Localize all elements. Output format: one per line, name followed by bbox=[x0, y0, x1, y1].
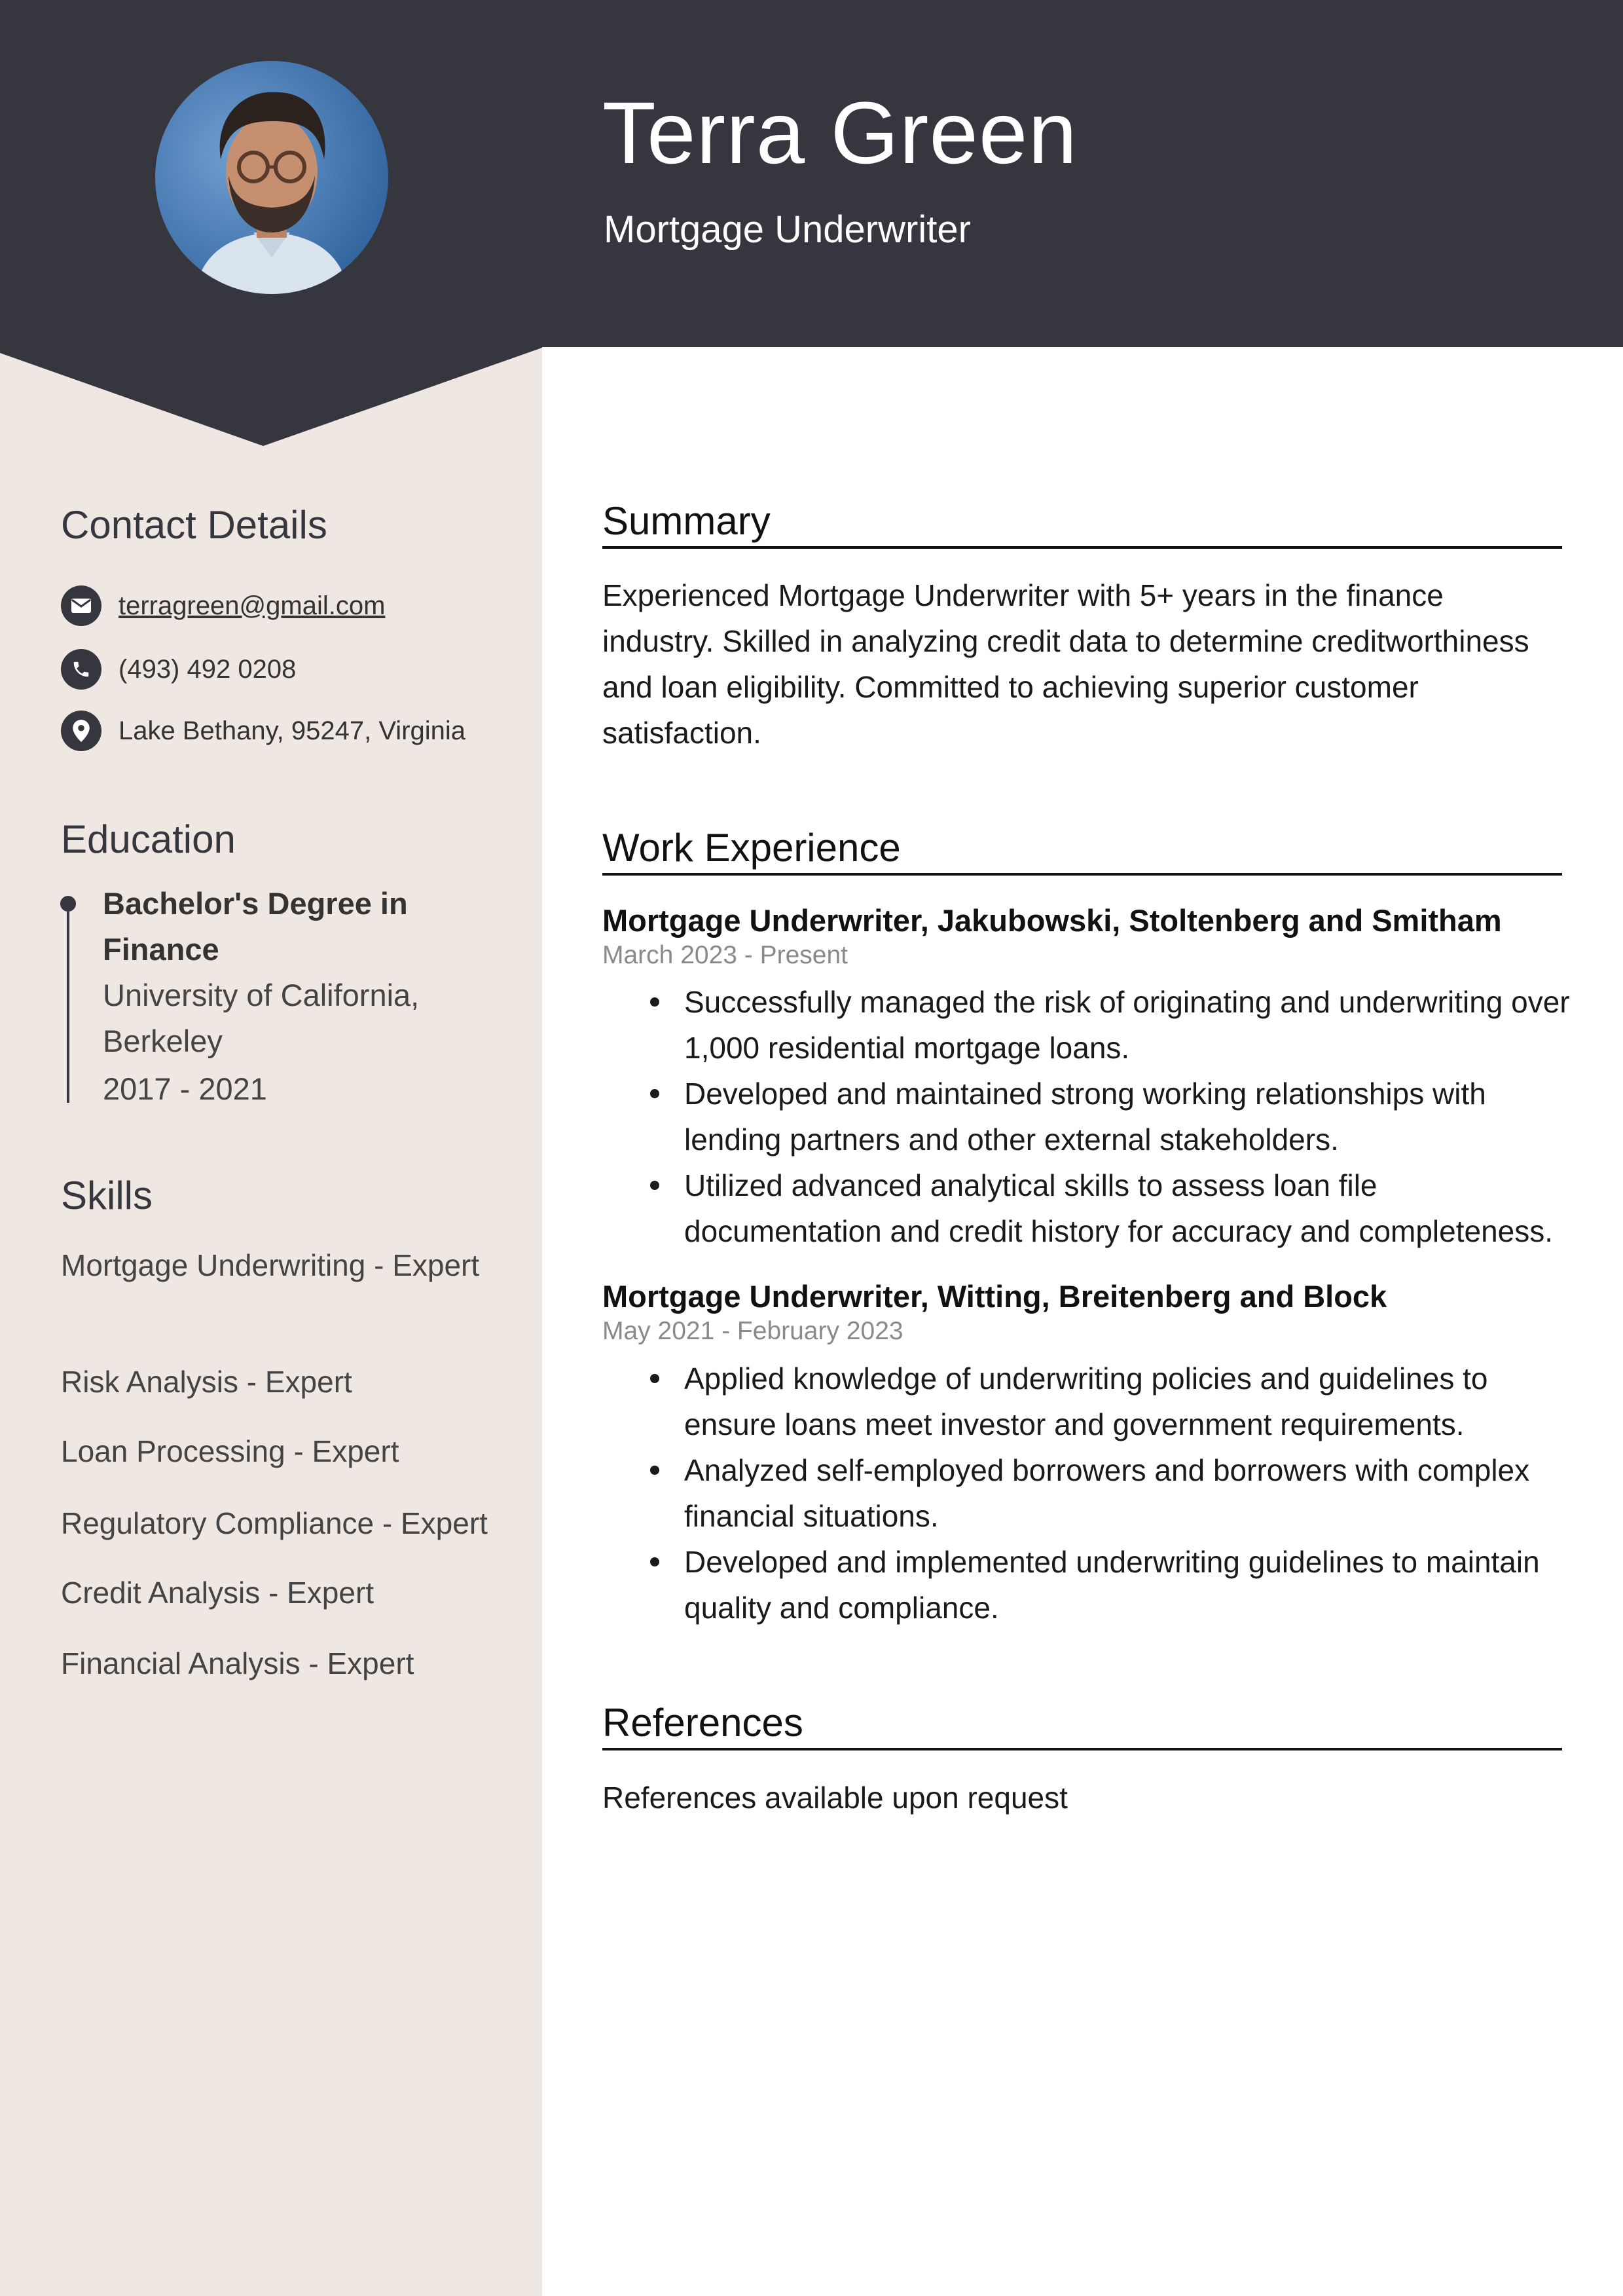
address: Lake Bethany, 95247, Virginia bbox=[119, 716, 466, 745]
skill-item: Regulatory Compliance - Expert bbox=[61, 1506, 488, 1540]
education-degree: Bachelor's Degree in Finance bbox=[103, 886, 408, 967]
location-pin-icon bbox=[61, 711, 101, 751]
contact-email-row bbox=[61, 585, 385, 626]
phone-icon bbox=[61, 649, 101, 690]
summary-heading: Summary bbox=[602, 498, 1562, 549]
candidate-name: Terra Green bbox=[602, 84, 1078, 182]
bullet-item: Analyzed self-employed borrowers and borrowers with complex financial situations. bbox=[684, 1447, 1571, 1539]
job-dates: May 2021 - February 2023 bbox=[602, 1317, 903, 1345]
envelope-icon bbox=[61, 585, 101, 626]
bullet-item: Successfully managed the risk of originating and underwriting over 1,000 residential mortgage loans. bbox=[684, 979, 1571, 1071]
sidebar-panel bbox=[0, 347, 542, 2296]
job-bullets bbox=[684, 1356, 1571, 1631]
education-heading: Education bbox=[61, 817, 236, 861]
timeline-line bbox=[67, 912, 69, 1103]
phone-number: (493) 492 0208 bbox=[119, 654, 297, 684]
job-title: Mortgage Underwriter, Jakubowski, Stoltenberg and Smitham bbox=[602, 903, 1502, 938]
timeline-dot bbox=[60, 896, 76, 912]
bullet-item: Utilized advanced analytical skills to assess loan file documentation and credit history for accuracy and completeness. bbox=[684, 1162, 1571, 1254]
skill-item: Credit Analysis - Expert bbox=[61, 1576, 374, 1610]
contact-heading: Contact Details bbox=[61, 503, 327, 547]
contact-phone-row bbox=[61, 649, 296, 690]
email-link[interactable]: terragreen@gmail.com bbox=[119, 591, 386, 620]
experience-heading: Work Experience bbox=[602, 824, 1562, 876]
skill-item: Loan Processing - Expert bbox=[61, 1434, 399, 1468]
skill-item: Mortgage Underwriting - Expert bbox=[61, 1248, 480, 1282]
job-dates: March 2023 - Present bbox=[602, 941, 848, 969]
skill-item: Financial Analysis - Expert bbox=[61, 1646, 414, 1680]
candidate-title: Mortgage Underwriter bbox=[604, 208, 971, 251]
job-bullets bbox=[684, 979, 1571, 1254]
references-heading: References bbox=[602, 1699, 1562, 1750]
references-text: References available upon request bbox=[602, 1781, 1068, 1815]
contact-address-row bbox=[61, 711, 465, 751]
summary-text: Experienced Mortgage Underwriter with 5+ years in the finance industry. Skilled in analyzing credit data to determine creditworthiness and loan eligibility. Committed to achieving superior customer satisfaction. bbox=[602, 578, 1529, 750]
education-years: 2017 - 2021 bbox=[103, 1071, 267, 1106]
bullet-item: Developed and implemented underwriting guidelines to maintain quality and compliance. bbox=[684, 1539, 1571, 1631]
job-title: Mortgage Underwriter, Witting, Breitenberg and Block bbox=[602, 1279, 1387, 1314]
skills-heading: Skills bbox=[61, 1174, 153, 1217]
profile-photo bbox=[155, 61, 388, 294]
bullet-item: Developed and maintained strong working relationships with lending partners and other external stakeholders. bbox=[684, 1071, 1571, 1162]
education-school: University of California, Berkeley bbox=[103, 978, 420, 1058]
skill-item: Risk Analysis - Expert bbox=[61, 1365, 352, 1399]
bullet-item: Applied knowledge of underwriting policies and guidelines to ensure loans meet investor and government requirements. bbox=[684, 1356, 1571, 1447]
header-chevron bbox=[0, 346, 542, 448]
